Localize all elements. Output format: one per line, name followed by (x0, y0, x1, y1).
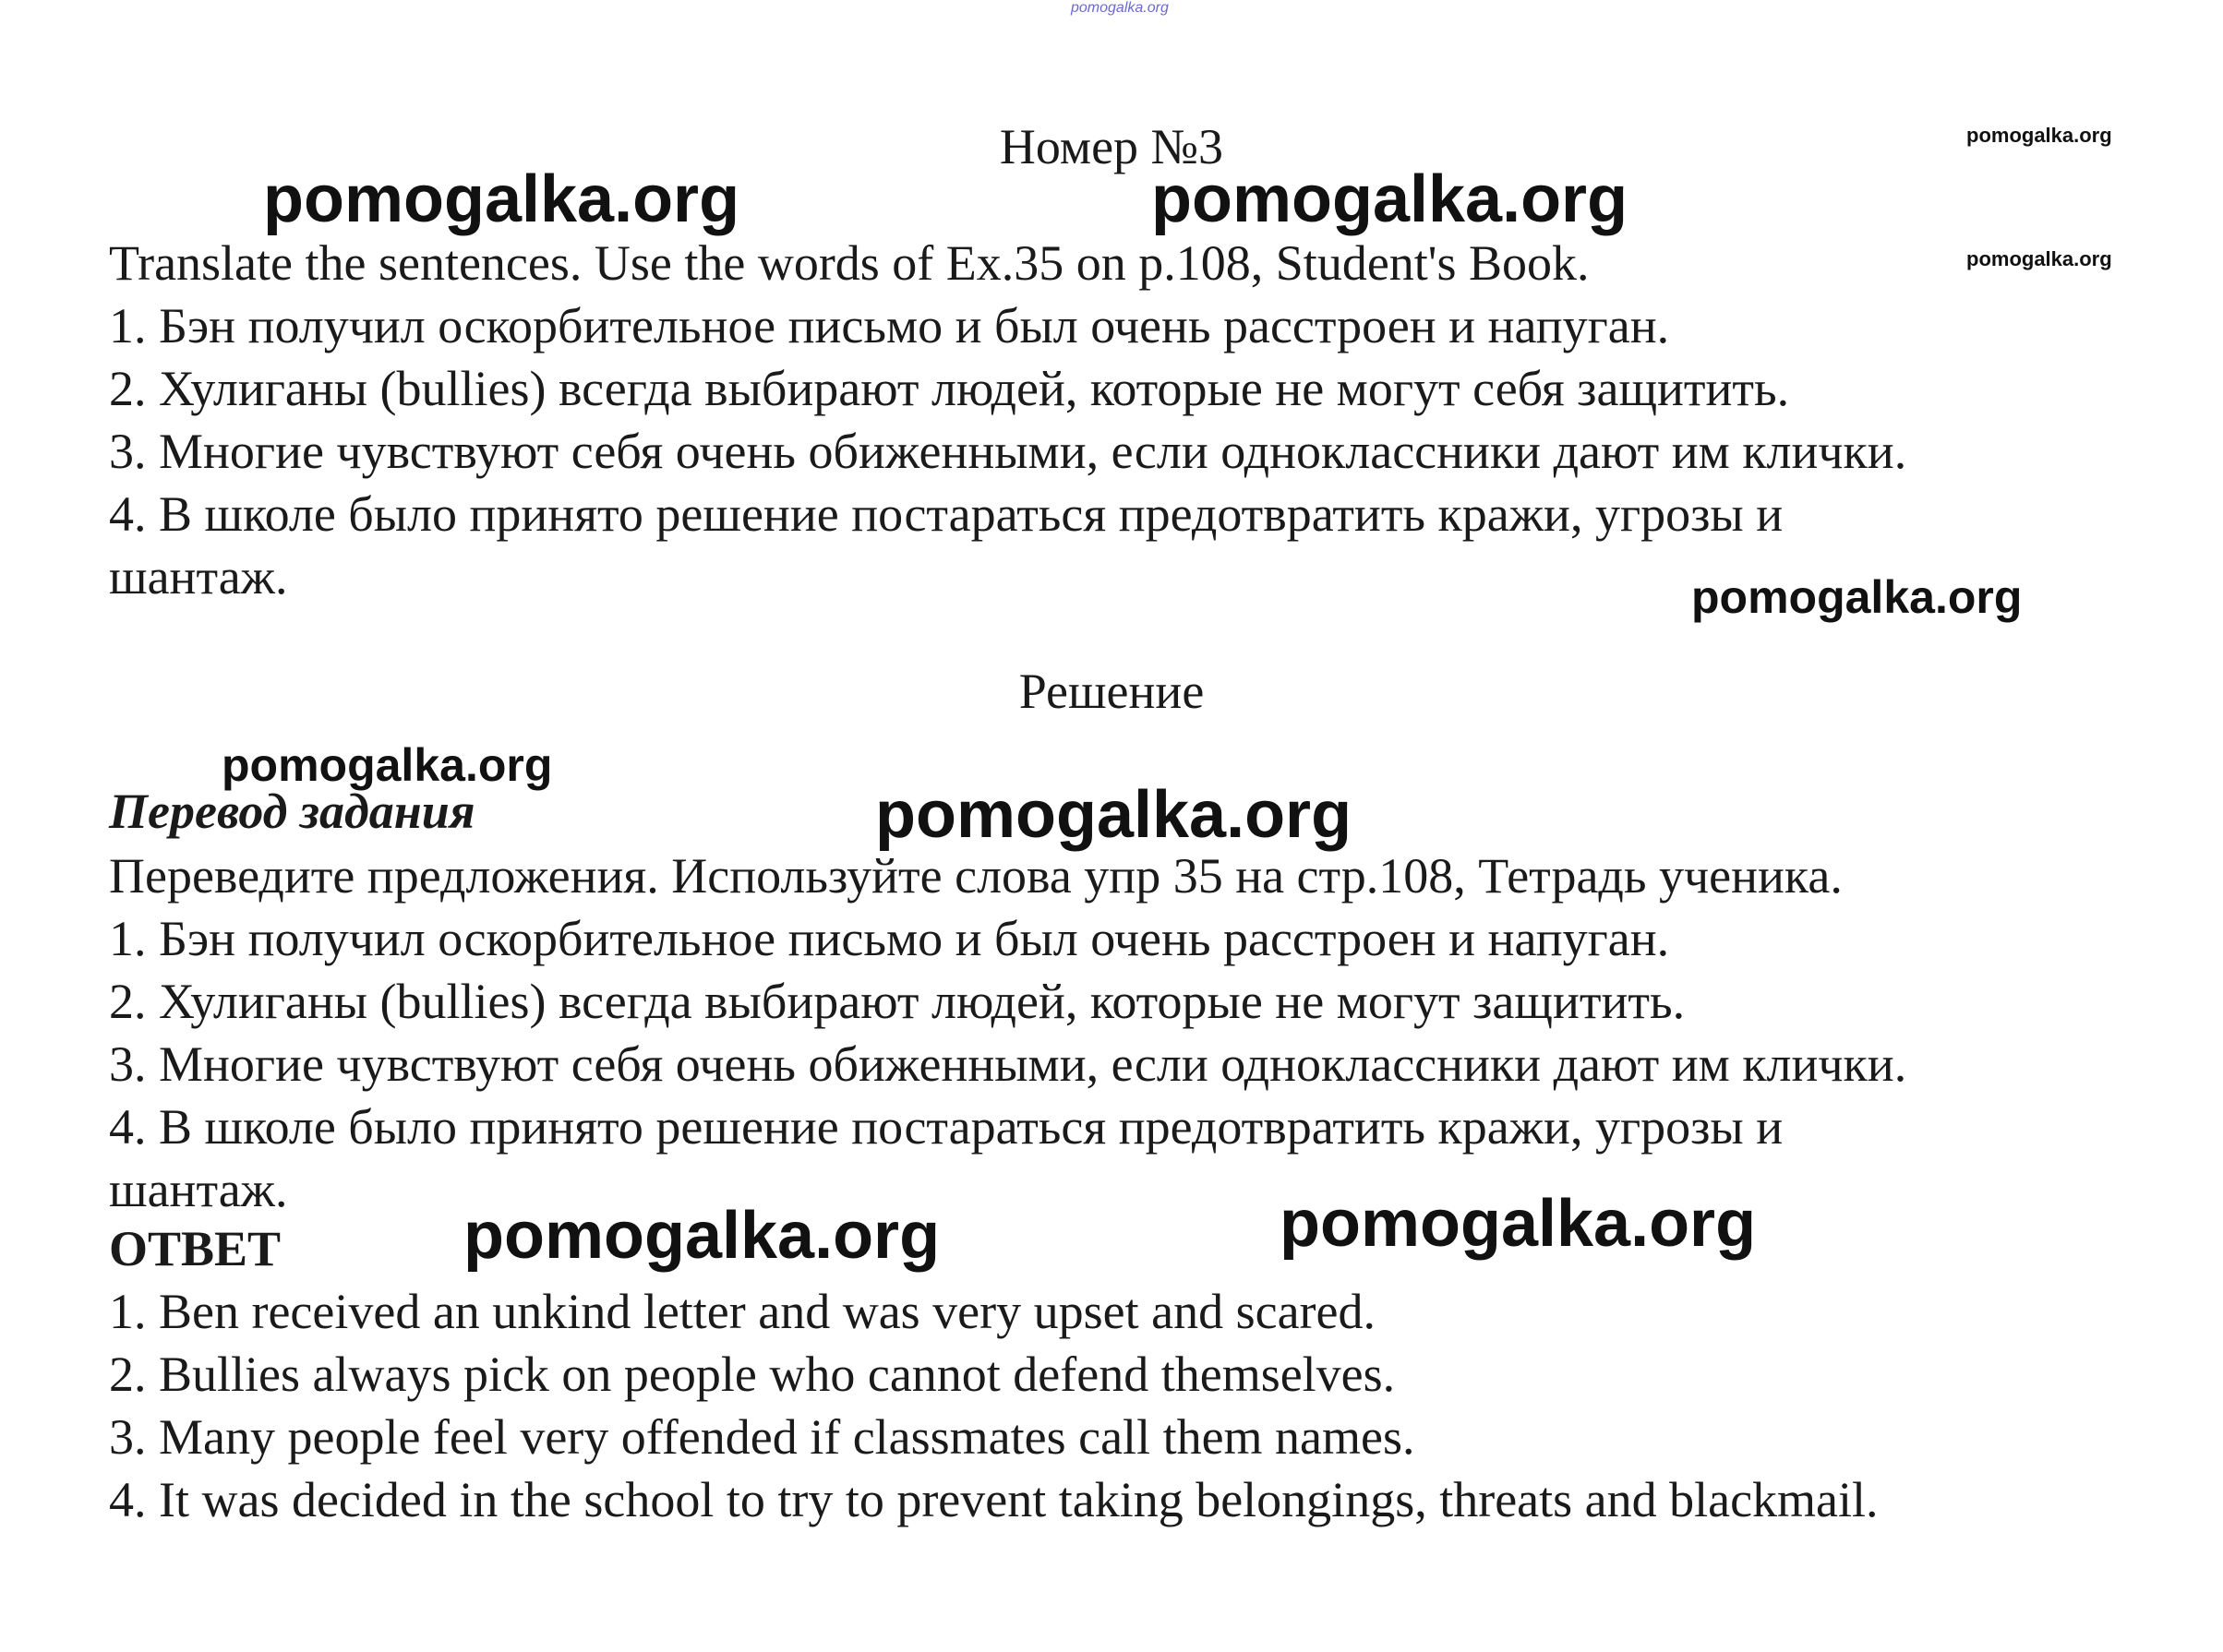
translation-instruction: Переведите предложения. Используйте слова упр 35 на стр.108, Тетрадь ученика. (109, 848, 1843, 904)
watermark-large-bottom-left: pomogalka.org (463, 1199, 941, 1273)
translation-line-3: 3. Многие чувствуют себя очень обиженными, если одноклассники дают им клички. (109, 1036, 1907, 1092)
watermark-small-right-2: pomogalka.org (1966, 247, 2112, 270)
watermark-small-right-1: pomogalka.org (1966, 124, 2112, 147)
watermark-large-center: pomogalka.org (875, 778, 1352, 852)
task-instruction: Translate the sentences. Use the words of Ex.35 on p.108, Student's Book. (109, 235, 1590, 291)
page-title: Номер №3 (999, 119, 1224, 174)
watermark-medium-left: pomogalka.org (222, 739, 553, 791)
watermark-medium-right: pomogalka.org (1691, 571, 2023, 623)
answer-line-1: 1. Ben received an unkind letter and was very upset and scared. (109, 1284, 1376, 1339)
watermark-large-1: pomogalka.org (263, 162, 740, 236)
watermark-large-bottom-right: pomogalka.org (1280, 1187, 1757, 1261)
answer-line-2: 2. Bullies always pick on people who cannot defend themselves. (109, 1347, 1396, 1402)
task-line-4-continued: шантаж. (109, 549, 288, 605)
answer-line-4: 4. It was decided in the school to try to prevent taking belongings, threats and blackmail. (109, 1472, 1879, 1527)
translation-line-2: 2. Хулиганы (bullies) всегда выбирают людей, которые не могут защитить. (109, 974, 1686, 1029)
task-line-2: 2. Хулиганы (bullies) всегда выбирают людей, которые не могут себя защитить. (109, 361, 1790, 416)
solution-heading: Решение (1018, 664, 1205, 719)
task-line-4: 4. В школе было принято решение постараться предотвратить кражи, угрозы и (109, 486, 1784, 542)
task-line-1: 1. Бэн получил оскорбительное письмо и был очень расстроен и напуган. (109, 298, 1670, 353)
answer-heading: ОТВЕТ (109, 1221, 282, 1276)
answer-line-3: 3. Many people feel very offended if classmates call them names. (109, 1409, 1415, 1465)
task-line-3: 3. Многие чувствуют себя очень обиженными, если одноклассники дают им клички. (109, 424, 1907, 479)
translation-line-1: 1. Бэн получил оскорбительное письмо и был очень расстроен и напуган. (109, 911, 1670, 966)
translation-line-4-continued: шантаж. (109, 1162, 288, 1217)
translation-heading: Перевод задания (109, 784, 475, 839)
translation-line-4: 4. В школе было принято решение постараться предотвратить кражи, угрозы и (109, 1099, 1784, 1155)
watermark-top: pomogalka.org (1071, 0, 1169, 16)
watermark-large-2: pomogalka.org (1151, 162, 1628, 236)
